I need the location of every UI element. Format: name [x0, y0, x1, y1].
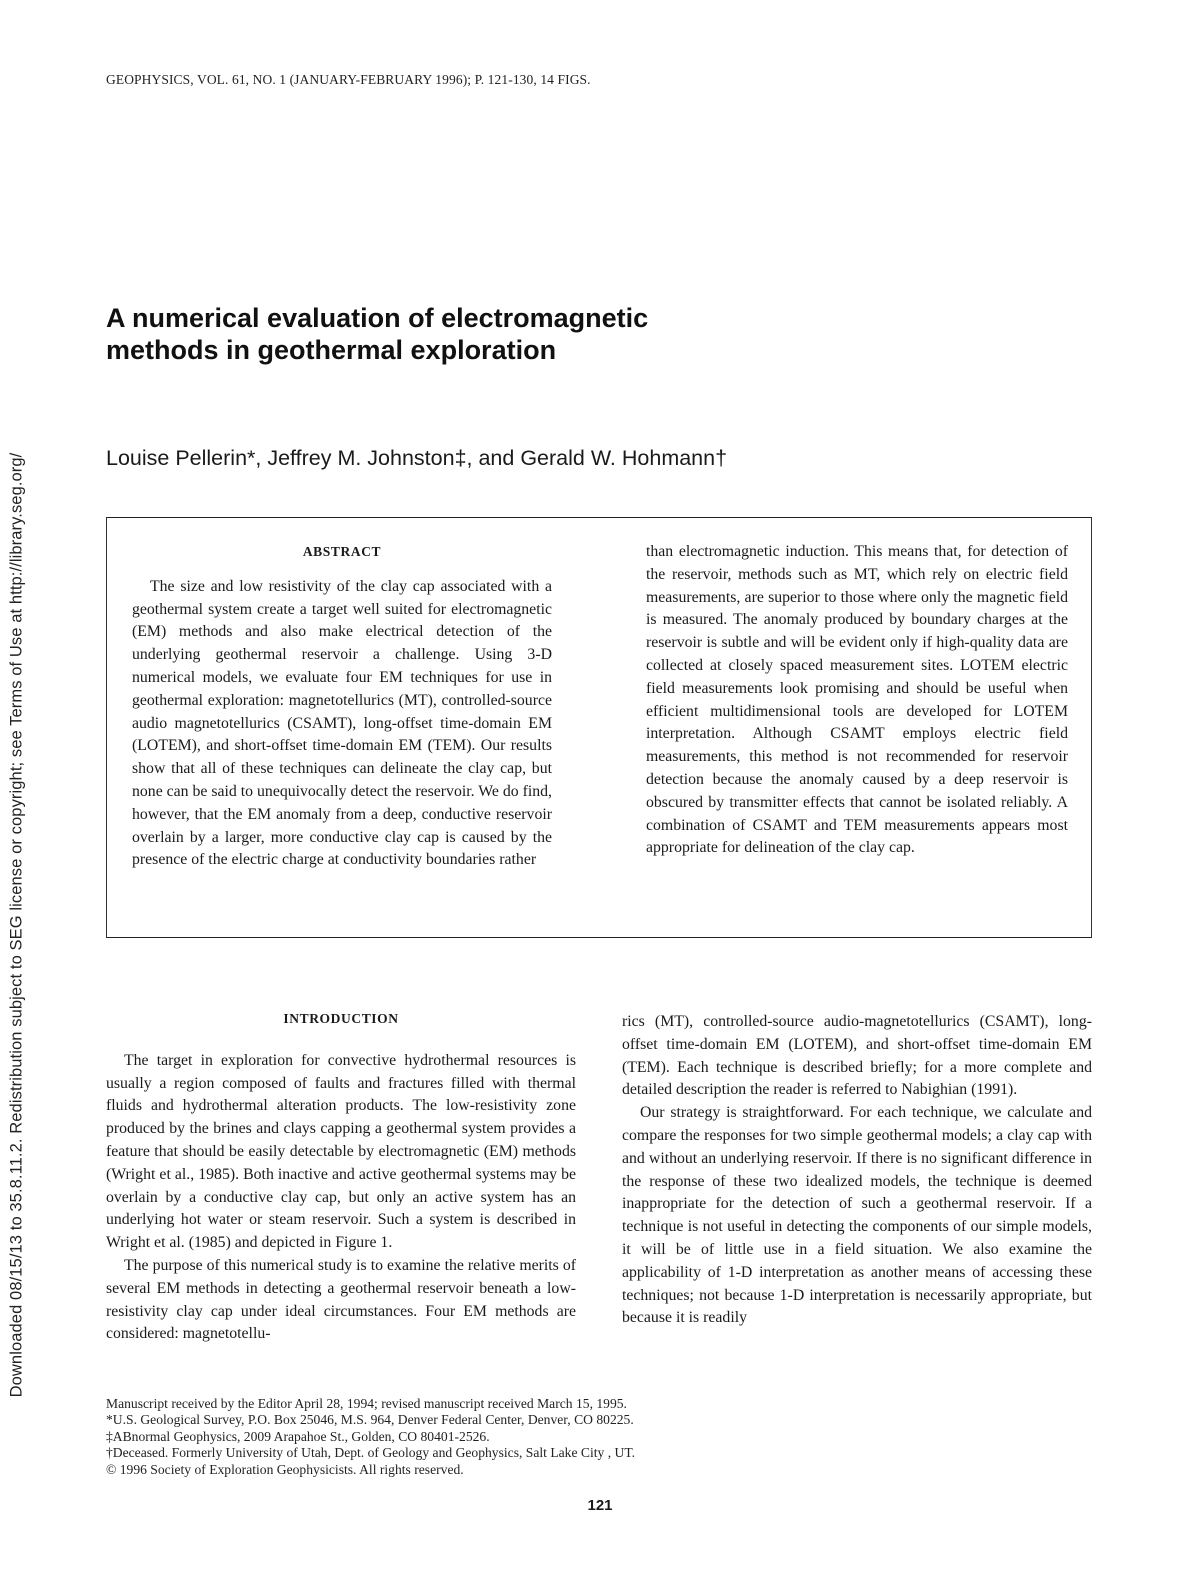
footnote-author-1: *U.S. Geological Survey, P.O. Box 25046, M.S. 964, Denver Federal Center, Denver, CO 80225. [106, 1412, 634, 1428]
author-list: Louise Pellerin*, Jeffrey M. Johnston‡, and Gerald W. Hohmann† [106, 446, 728, 470]
title-line-2: methods in geothermal exploration [106, 335, 557, 365]
title-line-1: A numerical evaluation of electromagnetic [106, 303, 649, 333]
abstract-paragraph-left: The size and low resistivity of the clay cap associated with a geothermal system create a target well suited for electromagnetic (EM) methods and also make electrical detection of the underlying geothermal reservoir a challenge. Using 3-D numerical models, we evaluate four EM techniques for use in geothermal exploration: magnetotellurics (MT), controlled-source audio magnetotellurics (CSAMT), long-offset time-domain EM (LOTEM), and short-offset time-domain EM (TEM). Our results show that all of these techniques can delineate the clay cap, but none can be said to unequivocally detect the reservoir. We do find, however, that the EM anomaly from a deep, conductive reservoir overlain by a larger, more conductive clay cap is caused by the presence of the electric charge at conductivity boundaries rather [132, 577, 552, 869]
download-notice-text: Downloaded 08/15/13 to 35.8.11.2. Redistribution subject to SEG license or copyright; see Terms of Use at http://library.seg.org/ [7, 452, 26, 1398]
footnote-author-2: ‡ABnormal Geophysics, 2009 Arapahoe St., Golden, CO 80401-2526. [106, 1428, 490, 1444]
footnote-manuscript: Manuscript received by the Editor April 28, 1994; revised manuscript received March 15, 1995. [106, 1396, 627, 1411]
introduction-paragraph-1: The target in exploration for convective hydrothermal resources is usually a region composed of faults and fractures filled with thermal fluids and hydrothermal alteration products. The low-resistivity zone produced by the brines and clays capping a geothermal system provides a feature that should be easily detectable by electromagnetic (EM) methods (Wright et al., 1985). Both inactive and active geothermal systems may be overlain by a conductive clay cap, but only an active system has an underlying hot water or steam reservoir. Such a system is described in Wright et al. (1985) and depicted in Figure 1. [106, 1051, 576, 1252]
introduction-right-column [622, 1011, 1092, 1330]
introduction-paragraph-4: Our strategy is straightforward. For each technique, we calculate and compare the responses for two simple geothermal models; a clay cap with and without an underlying reservoir. If there is no significant difference in the response of these two idealized models, the technique is deemed inappropriate for the detection of such a geothermal reservoir. If a technique is not useful in detecting the components of our simple models, it will be of little use in a field situation. We also examine the applicability of 1-D interpretation as another means of accessing these techniques; not because 1-D interpretation is necessarily appropriate, but because it is readily [622, 1104, 1092, 1327]
download-notice-vertical [0, 270, 34, 1580]
abstract-paragraph-right: than electromagnetic induction. This means that, for detection of the reservoir, methods such as MT, which rely on electric field measurements, are superior to those where only the magnetic field is measured. The anomaly produced by boundary charges at the reservoir is subtle and will be evident only if high-quality data are collected at closely spaced measurement sites. LOTEM electric field measurements look promising and should be useful when efficient multidimensional tools are developed for LOTEM interpretation. Although CSAMT employs electric field measurements, this method is not recommended for reservoir detection because the anomaly caused by a deep reservoir is obscured by transmitter effects that cannot be isolated reliably. A combination of CSAMT and TEM measurements appears most appropriate for delineation of the clay cap. [646, 543, 1068, 857]
abstract-left-column [132, 541, 552, 872]
introduction-paragraph-3: rics (MT), controlled-source audio-magnetotellurics (CSAMT), long-offset time-domain EM (LOTEM), and short-offset time-domain EM (TEM). Each technique is described briefly; for a more complete and detailed description the reader is referred to Nabighian (1991). [622, 1013, 1092, 1099]
footnote-author-3: †Deceased. Formerly University of Utah, Dept. of Geology and Geophysics, Salt Lake City , UT. [106, 1445, 636, 1461]
page-number: 121 [587, 1497, 613, 1514]
introduction-heading: INTRODUCTION [283, 1011, 399, 1026]
abstract-heading: ABSTRACT [302, 544, 382, 559]
paper-title [106, 302, 806, 366]
introduction-paragraph-2: The purpose of this numerical study is to examine the relative merits of several EM methods in detecting a geothermal reservoir beneath a low-resistivity clay cap under ideal circumstances. Four EM methods are considered: magnetotellu- [106, 1256, 576, 1343]
introduction-left-column [106, 1008, 576, 1346]
running-head: GEOPHYSICS, VOL. 61, NO. 1 (JANUARY-FEBRUARY 1996); P. 121-130, 14 FIGS. [106, 72, 591, 87]
abstract-right-column [646, 541, 1068, 860]
footnote-copyright: © 1996 Society of Exploration Geophysicists. All rights reserved. [106, 1461, 464, 1477]
footnotes [106, 1396, 826, 1478]
